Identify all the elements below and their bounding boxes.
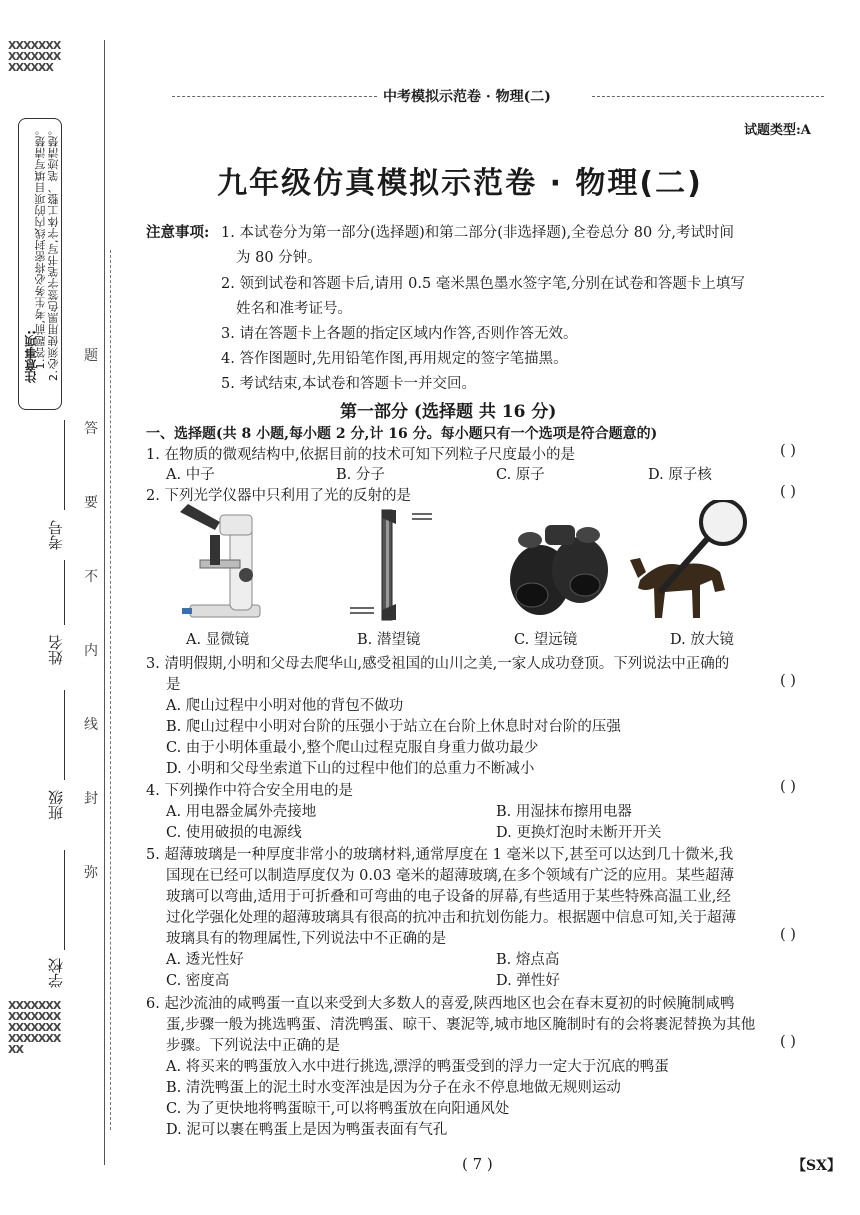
q3-option[interactable]: C. 由于小明体重最小,整个爬山过程克服自身重力做功最少 <box>166 740 539 756</box>
q5-option[interactable]: C. 密度高 <box>166 973 230 989</box>
q6-option[interactable]: C. 为了更快地将鸭蛋晾干,可以将鸭蛋放在向阳通风处 <box>166 1101 510 1117</box>
q5-stem: 过化学强化处理的超薄玻璃具有很高的抗冲击和抗划伤能力。根据题中信息可知,关于超薄 <box>166 910 737 926</box>
q5-option[interactable]: B. 熔点高 <box>496 952 560 968</box>
seal-char: 内 <box>84 643 98 659</box>
q1-answer-paren[interactable]: ( ) <box>780 443 796 459</box>
school-line[interactable] <box>64 850 65 950</box>
q5-option[interactable]: D. 弹性好 <box>496 973 560 989</box>
q5-stem: 国现在已经可以制造厚度仅为 0.03 毫米的超薄玻璃,在多个领域有广泛的应用。某些超薄 <box>166 868 735 884</box>
q1-option[interactable]: C. 原子 <box>496 467 545 483</box>
q5-stem: 5. 超薄玻璃是一种厚度非常小的玻璃材料,通常厚度在 1 毫米以下,甚至可以达到几十微米,我 <box>146 847 734 863</box>
q5-stem: 玻璃具有的物理属性,下列说法中不正确的是 <box>166 931 447 947</box>
class-line[interactable] <box>64 690 65 780</box>
notes-label: 注意事项: <box>146 224 210 241</box>
magnifier-image <box>630 500 745 618</box>
q4-option[interactable]: C. 使用破损的电源线 <box>166 825 302 841</box>
q3-option[interactable]: D. 小明和父母坐索道下山的过程中他们的总重力不断减小 <box>166 761 535 777</box>
seal-char: 线 <box>84 717 98 733</box>
telescope-image <box>510 525 608 615</box>
q4-option[interactable]: A. 用电器金属外壳接地 <box>166 804 317 820</box>
q3-stem: 3. 清明假期,小明和父母去爬华山,感受祖国的山川之美,一家人成功登顶。下列说法中正确的 <box>146 656 730 672</box>
seal-char: 封 <box>84 791 98 807</box>
page-tag: 【SX】 <box>792 1158 841 1174</box>
q6-stem: 蛋,步骤一般为挑选鸭蛋、清洗鸭蛋、晾干、裹泥等,城市地区腌制时有的会将裹泥替换为其他 <box>166 1017 756 1033</box>
notes-item: 1. 本试卷分为第一部分(选择题)和第二部分(非选择题),全卷总分 80 分,考试时间 <box>221 225 734 241</box>
q5-option[interactable]: A. 透光性好 <box>166 952 244 968</box>
name-line[interactable] <box>64 560 65 625</box>
school-label: 学校 <box>47 958 65 988</box>
q6-stem: 6. 起沙流油的咸鸭蛋一直以来受到大多数人的喜爱,陕西地区也会在春末夏初的时候腌制咸鸭 <box>146 996 735 1012</box>
seal-char: 答 <box>84 421 98 437</box>
notes-item: 3. 请在答题卡上各题的指定区域内作答,否则作答无效。 <box>221 326 578 342</box>
q6-option[interactable]: B. 清洗鸭蛋上的泥土时水变浑浊是因为分子在永不停息地做无规则运动 <box>166 1080 621 1096</box>
header-rule-left <box>172 96 377 97</box>
exam-number-label: 考号 <box>47 520 65 550</box>
name-label: 姓名 <box>47 635 65 665</box>
seal-char: 弥 <box>84 865 98 881</box>
q2-option[interactable]: C. 望远镜 <box>514 632 578 648</box>
q4-option[interactable]: B. 用湿抹布擦用电器 <box>496 804 632 820</box>
q2-option[interactable]: D. 放大镜 <box>670 632 734 648</box>
part1-title: 第一部分 (选择题 共 16 分) <box>340 402 557 422</box>
seal-char: 要 <box>84 495 98 511</box>
notes-item: 2. 领到试卷和答题卡后,请用 0.5 毫米黑色墨水签字笔,分别在试卷和答题卡上填写 <box>221 276 745 292</box>
microscope-image <box>180 504 260 617</box>
exam-number-line[interactable] <box>64 420 65 510</box>
binding-notice-line2: 2.必须使用黑色签字笔书写,字体工整、笔迹清楚。 <box>47 124 60 381</box>
section-title: 一、选择题(共 8 小题,每小题 2 分,计 16 分。每小题只有一个选项是符合题意的) <box>146 426 658 442</box>
q6-answer-paren[interactable]: ( ) <box>780 1034 796 1050</box>
q2-option[interactable]: A. 显微镜 <box>186 632 250 648</box>
q1-stem: 1. 在物质的微观结构中,依据目前的技术可知下列粒子尺度最小的是 <box>146 447 576 463</box>
periscope-image <box>350 510 432 620</box>
page-title: 九年级仿真模拟示范卷 · 物理(二) <box>217 166 703 201</box>
q4-answer-paren[interactable]: ( ) <box>780 779 796 795</box>
q1-option[interactable]: A. 中子 <box>166 467 215 483</box>
q2-answer-paren[interactable]: ( ) <box>780 484 796 500</box>
paper-type: 试题类型:A <box>744 123 811 138</box>
q3-stem-cont: 是 <box>166 677 181 693</box>
seal-char: 题 <box>84 348 98 364</box>
q4-option[interactable]: D. 更换灯泡时未断开开关 <box>496 825 662 841</box>
series-title: 中考模拟示范卷 · 物理(二) <box>383 89 551 105</box>
header-rule-right <box>592 96 824 97</box>
q3-option[interactable]: A. 爬山过程中小明对他的背包不做功 <box>166 698 404 714</box>
q3-option[interactable]: B. 爬山过程中小明对台阶的压强小于站立在台阶上休息时对台阶的压强 <box>166 719 621 735</box>
binding-border-line <box>104 40 105 1165</box>
q5-answer-paren[interactable]: ( ) <box>780 927 796 943</box>
binding-seal-line <box>110 250 111 1130</box>
notes-item: 5. 考试结束,本试卷和答题卡一并交回。 <box>221 376 477 392</box>
q2-figure <box>160 500 760 625</box>
notes-item: 姓名和准考证号。 <box>236 301 352 317</box>
q5-stem: 玻璃可以弯曲,适用于可折叠和可弯曲的电子设备的屏幕,有些适用于某些特殊高温工业,经 <box>166 889 731 905</box>
binding-zigzag-bottom: 𝝬𝝬𝝬𝝬𝝬𝝬𝝬𝝬𝝬𝝬𝝬𝝬𝝬𝝬𝝬𝝬𝝬𝝬𝝬𝝬𝝬𝝬𝝬𝝬𝝬𝝬𝝬𝝬𝝬𝝬 <box>8 1000 61 1056</box>
binding-notice-line1: 1.答题前,考生务必将密封线内的项目填写清楚。 <box>34 124 47 370</box>
q6-option[interactable]: D. 泥可以裹在鸭蛋上是因为鸭蛋表面有气孔 <box>166 1122 448 1138</box>
q1-option[interactable]: D. 原子核 <box>648 467 712 483</box>
q6-option[interactable]: A. 将买来的鸭蛋放入水中进行挑选,漂浮的鸭蛋受到的浮力一定大于沉底的鸭蛋 <box>166 1059 669 1075</box>
q6-stem: 步骤。下列说法中正确的是 <box>166 1038 340 1054</box>
binding-notice-title: 注意事项: <box>24 330 38 383</box>
binding-zigzag-top: 𝝬𝝬𝝬𝝬𝝬𝝬𝝬𝝬𝝬𝝬𝝬𝝬𝝬𝝬𝝬𝝬𝝬𝝬𝝬𝝬 <box>8 40 61 74</box>
notes-item: 为 80 分钟。 <box>236 250 322 266</box>
q4-stem: 4. 下列操作中符合安全用电的是 <box>146 783 353 799</box>
class-label: 班级 <box>47 790 65 820</box>
q3-answer-paren[interactable]: ( ) <box>780 673 796 689</box>
q1-option[interactable]: B. 分子 <box>336 467 385 483</box>
seal-char: 不 <box>84 569 98 585</box>
notes-item: 4. 答作图题时,先用铅笔作图,再用规定的签字笔描黑。 <box>221 351 568 367</box>
page-number: ( 7 ) <box>462 1155 493 1173</box>
q2-option[interactable]: B. 潜望镜 <box>357 632 421 648</box>
q2-stem: 2. 下列光学仪器中只利用了光的反射的是 <box>146 488 411 504</box>
